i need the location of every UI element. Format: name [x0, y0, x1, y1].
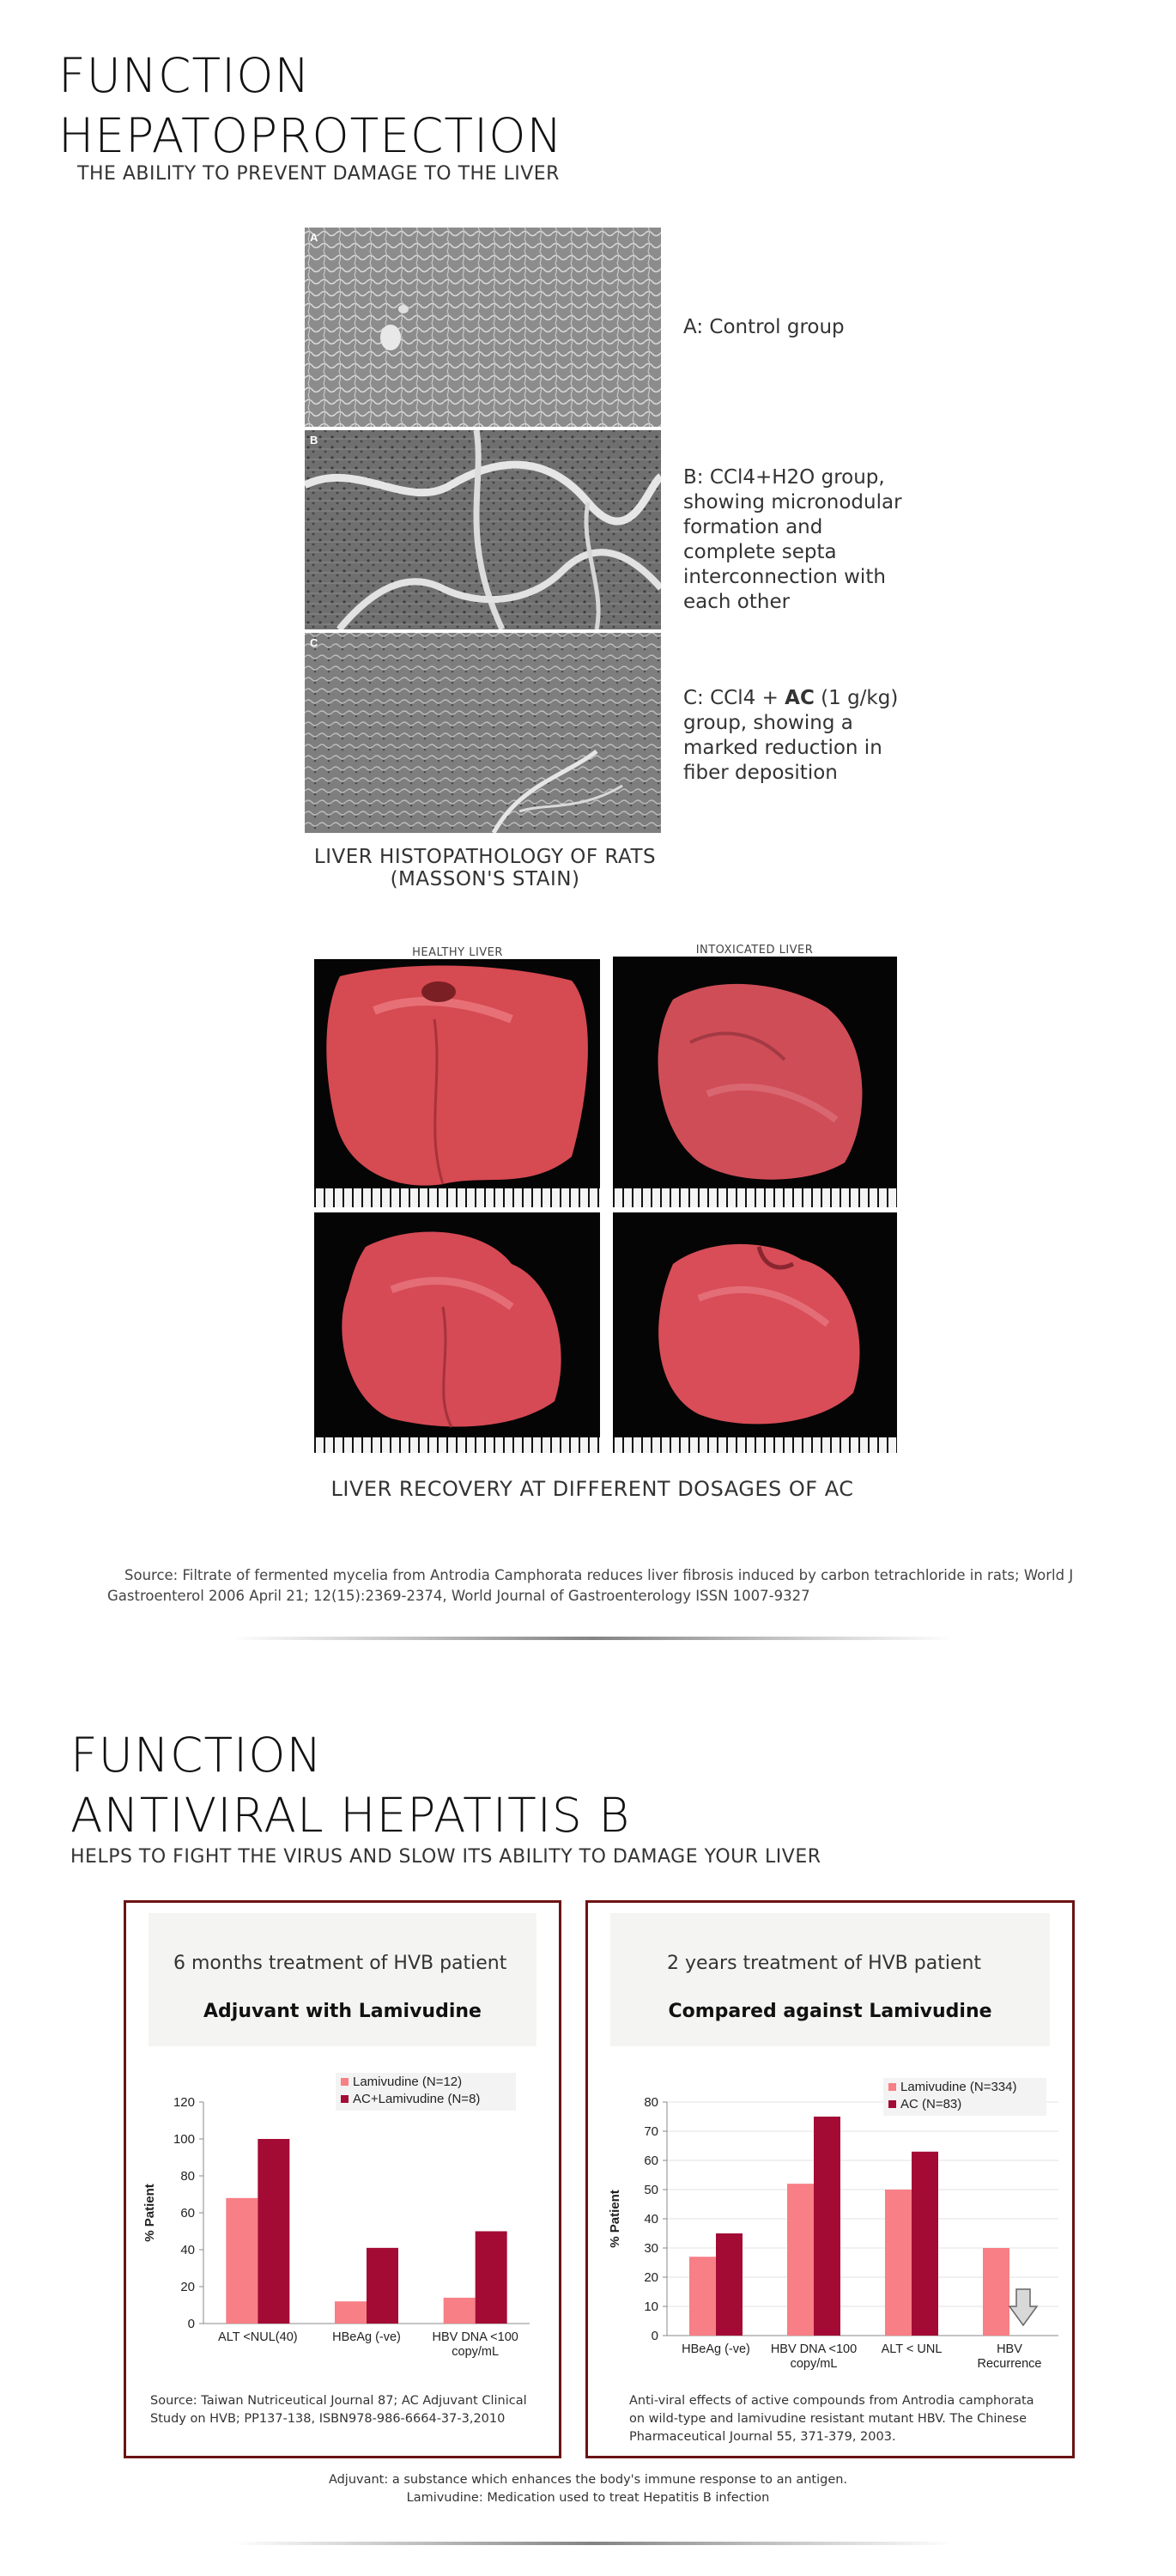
- y-tick-label: 10: [644, 2300, 658, 2314]
- histology-image-stack: [305, 228, 661, 833]
- y-tick-label: 20: [180, 2280, 195, 2294]
- svg-text:A: A: [310, 231, 318, 244]
- y-tick-label: 60: [644, 2154, 658, 2168]
- panel2-header: [610, 1913, 1050, 2046]
- section-divider-2: [232, 2542, 953, 2545]
- bar-lamivudine: [689, 2257, 716, 2336]
- x-tick-label: HBeAg (-ve): [332, 2330, 401, 2344]
- section1-title-line1: FUNCTION: [58, 48, 311, 103]
- footnote-lamivudine: Lamivudine: Medication used to treat Hepatitis B infection: [406, 2491, 770, 2505]
- legend-swatch: [341, 2078, 349, 2086]
- x-tick-label: HBV: [997, 2342, 1022, 2356]
- y-tick-label: 40: [180, 2243, 195, 2257]
- y-tick-label: 120: [173, 2095, 195, 2110]
- healthy-liver-label: HEALTHY LIVER: [412, 946, 503, 959]
- histology-label-c: C: CCl4 + AC (1 g/kg) group, showing a marked reduction in fiber deposition: [683, 687, 899, 784]
- bar-ac: [716, 2233, 743, 2336]
- x-tick-label: HBV DNA <100: [770, 2342, 858, 2356]
- histology-caption: LIVER HISTOPATHOLOGY OF RATS (MASSON'S STAIN): [313, 846, 657, 890]
- down-arrow-icon: [1009, 2289, 1037, 2325]
- x-tick-label: copy/mL: [452, 2345, 500, 2359]
- x-tick-label: HBV DNA <100: [432, 2330, 518, 2344]
- panel1-subheading: Adjuvant with Lamivudine: [203, 2001, 482, 2022]
- liver-photo-healthy: [314, 959, 600, 1207]
- legend-label: Lamivudine (N=334): [900, 2080, 1017, 2094]
- x-tick-label: ALT < UNL: [881, 2342, 943, 2356]
- section1-subtitle: THE ABILITY TO PREVENT DAMAGE TO THE LIVER: [77, 163, 560, 185]
- footnotes: [172, 2471, 1004, 2507]
- x-tick-label: ALT <NUL(40): [218, 2330, 298, 2344]
- bar-lamivudine: [335, 2301, 367, 2324]
- bar-lamivudine: [226, 2198, 258, 2324]
- panel2-source: Anti-viral effects of active compounds from Antrodia camphorata on wild-type and lamivudine resistant mutant HBV. The Chinese Pharmaceutical Journal 55, 371-379, 2003.: [629, 2394, 1034, 2444]
- y-tick-label: 80: [180, 2169, 195, 2184]
- bar-ac: [367, 2248, 398, 2324]
- legend-label: AC+Lamivudine (N=8): [353, 2092, 481, 2106]
- y-tick-label: 30: [644, 2241, 658, 2256]
- svg-text:C: C: [310, 636, 318, 649]
- bar-ac: [814, 2117, 840, 2336]
- panel2-subheading: Compared against Lamivudine: [668, 2001, 992, 2022]
- legend-swatch: [888, 2100, 896, 2108]
- section1-source: Source: Filtrate of fermented mycelia from Antrodia Camphorata reduces liver fibrosis induced by carbon tetrachloride in rats; World J Gastroenterol 2006 April 21; 12(15):2369-2374, World Journal of Gastroenterology ISSN 1007-9327: [107, 1567, 1074, 1604]
- liver-photo-intoxicated: [613, 957, 897, 1207]
- chart-panel-6-months: [124, 1900, 561, 2458]
- bar-lamivudine: [444, 2298, 476, 2324]
- histology-label-a: A: Control group: [683, 316, 845, 338]
- x-tick-label: copy/mL: [790, 2357, 838, 2371]
- panel1-source: Source: Taiwan Nutriceutical Journal 87; AC Adjuvant Clinical Study on HVB; PP137-138, ISBN978-986-6664-37-3,2010: [150, 2394, 527, 2426]
- section-divider-1: [232, 1637, 953, 1640]
- y-axis-title: % Patient: [142, 2184, 157, 2242]
- down-arrow-shape: [1009, 2289, 1037, 2325]
- y-tick-label: 70: [644, 2124, 658, 2139]
- x-tick-label: Recurrence: [977, 2357, 1042, 2371]
- legend-label: AC (N=83): [900, 2097, 962, 2111]
- liver-photo-dosage-high: [613, 1212, 897, 1453]
- y-tick-label: 50: [644, 2183, 658, 2197]
- section1-title-line2: HEPATOPROTECTION: [58, 108, 563, 163]
- panel1-heading: 6 months treatment of HVB patient: [173, 1953, 507, 1974]
- y-tick-label: 20: [644, 2270, 658, 2285]
- section2-subtitle: HELPS TO FIGHT THE VIRUS AND SLOW ITS ABILITY TO DAMAGE YOUR LIVER: [70, 1846, 821, 1868]
- footnote-adjuvant: Adjuvant: a substance which enhances the body's immune response to an antigen.: [328, 2473, 848, 2487]
- bar-lamivudine: [787, 2184, 814, 2336]
- histology-label-b: B: CCl4+H2O group, showing micronodular formation and complete septa interconnection with each other: [683, 466, 902, 613]
- y-tick-label: 40: [644, 2212, 658, 2227]
- liver-photo-dosage-low: [314, 1212, 600, 1453]
- y-tick-label: 0: [651, 2329, 658, 2343]
- y-tick-label: 100: [173, 2132, 195, 2147]
- legend-swatch: [888, 2083, 896, 2091]
- y-axis-title: % Patient: [608, 2190, 622, 2248]
- bar-lamivudine: [885, 2190, 912, 2336]
- bar-ac: [912, 2152, 938, 2336]
- panel1-header: [149, 1913, 536, 2046]
- liver-photos-caption: LIVER RECOVERY AT DIFFERENT DOSAGES OF AC: [330, 1477, 854, 1501]
- legend-label: Lamivudine (N=12): [353, 2075, 463, 2089]
- bar-ac: [258, 2139, 289, 2324]
- svg-text:B: B: [310, 434, 318, 447]
- legend-swatch: [341, 2095, 349, 2103]
- section2-title-line2: ANTIVIRAL HEPATITIS B: [70, 1788, 631, 1843]
- y-tick-label: 60: [180, 2206, 195, 2221]
- bar-ac: [476, 2232, 507, 2324]
- panel2-heading: 2 years treatment of HVB patient: [667, 1953, 982, 1974]
- y-tick-label: 0: [187, 2317, 195, 2331]
- bar-lamivudine: [983, 2248, 1009, 2336]
- x-tick-label: HBeAg (-ve): [682, 2342, 750, 2356]
- chart-panel-2-years: [585, 1900, 1075, 2458]
- section2-title-line1: FUNCTION: [70, 1728, 323, 1783]
- chart-6-months-svg: [126, 2049, 559, 2375]
- chart-2-years-svg: [588, 2049, 1072, 2384]
- intoxicated-liver-label: INTOXICATED LIVER: [695, 944, 814, 957]
- y-tick-label: 80: [644, 2095, 658, 2110]
